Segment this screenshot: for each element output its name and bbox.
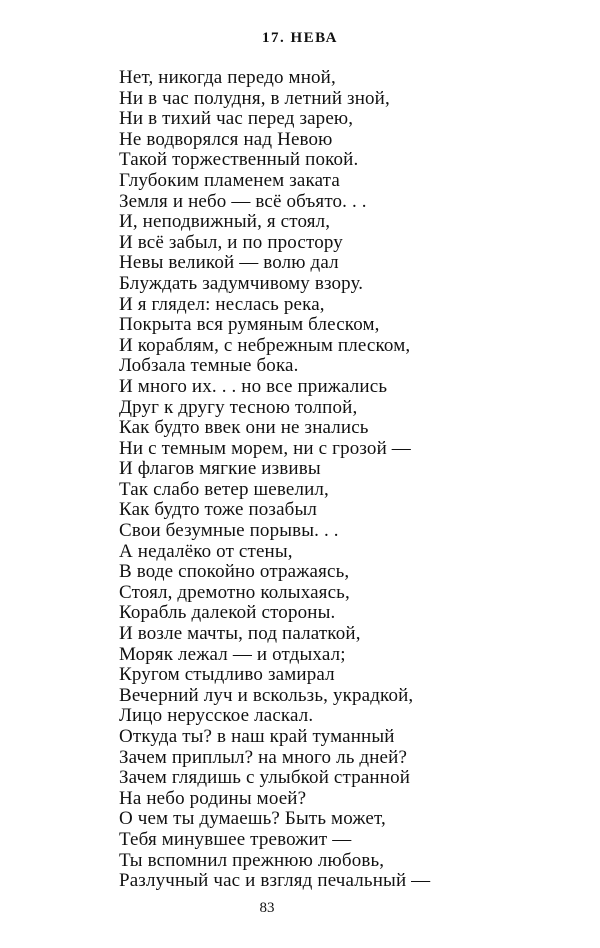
poem-line: И возле мачты, под палаткой, [119, 623, 361, 645]
poem-line: Нет, никогда передо мной, [119, 67, 336, 88]
poem-line: Невы великой — волю дал [119, 252, 339, 274]
poem-line: Лобзала темные бока. [119, 355, 299, 377]
poem-line: Откуда ты? в наш край туманный [119, 726, 395, 747]
poem-title: 17. НЕВА [261, 30, 339, 46]
page-number: 83 [259, 900, 275, 916]
poem-line: Ни в час полудня, в летний зной, [119, 87, 390, 109]
poem-line: Ни в тихий час перед зарею, [119, 108, 354, 130]
poem-line: Ты вспомнил прежнюю любовь, [119, 849, 385, 871]
poem-line: Зачем приплыл? на много ль дней? [119, 746, 408, 768]
poem-line: Как будто ввек они не знались [119, 417, 369, 439]
poem-line: О чем ты думаешь? Быть может, [119, 808, 386, 830]
poem-line: Ни с темным морем, ни с грозой — [119, 437, 411, 459]
poem-line: Так слабо ветер шевелил, [119, 478, 329, 500]
poem-line: Такой торжественный покой. [119, 149, 359, 171]
poem-line: Земля и небо — всё объято. . . [119, 190, 367, 212]
poem-body [119, 68, 430, 892]
poem-line: Не водворялся над Невою [119, 128, 333, 150]
poem-line: Свои безумные порывы. . . [119, 520, 339, 542]
poem-line: Глубоким пламенем заката [119, 169, 340, 191]
poem-line: И флагов мягкие извивы [119, 458, 321, 480]
poem-line: Разлучный час и взгляд печальный — [119, 870, 431, 892]
poem-line: Покрыта вся румяным блеском, [119, 314, 380, 336]
poem-line: Тебя минувшее тревожит — [119, 828, 352, 850]
poem-line: Лицо нерусское ласкал. [119, 705, 314, 727]
poem-line: На небо родины моей? [119, 787, 307, 809]
poem-line: В воде спокойно отражаясь, [119, 561, 350, 583]
poem-line: И много их. . . но все прижались [119, 375, 388, 397]
poem-line: Зачем глядишь с улыбкой странной [119, 767, 411, 789]
poem-line: Друг к другу тесною толпой, [119, 396, 358, 418]
poem-line: Кругом стыдливо замирал [119, 664, 335, 686]
poem-line: И всё забыл, и по простору [119, 231, 343, 253]
poem-line: А недалёко от стены, [119, 540, 293, 562]
poem-line: Блуждать задумчивому взору. [119, 272, 364, 294]
poem-line: И кораблям, с небрежным плеском, [119, 334, 411, 356]
poem-line: Как будто тоже позабыл [119, 499, 318, 521]
poem-line: И, неподвижный, я стоял, [119, 211, 331, 233]
poem-line: Вечерний луч и вскользь, украдкой, [119, 684, 414, 706]
poem-line: И я глядел: неслась река, [119, 293, 325, 315]
poem-line: Стоял, дремотно колыхаясь, [119, 581, 350, 603]
poem-line: Моряк лежал — и отдыхал; [119, 643, 346, 665]
poem-line: Корабль далекой стороны. [119, 602, 336, 624]
